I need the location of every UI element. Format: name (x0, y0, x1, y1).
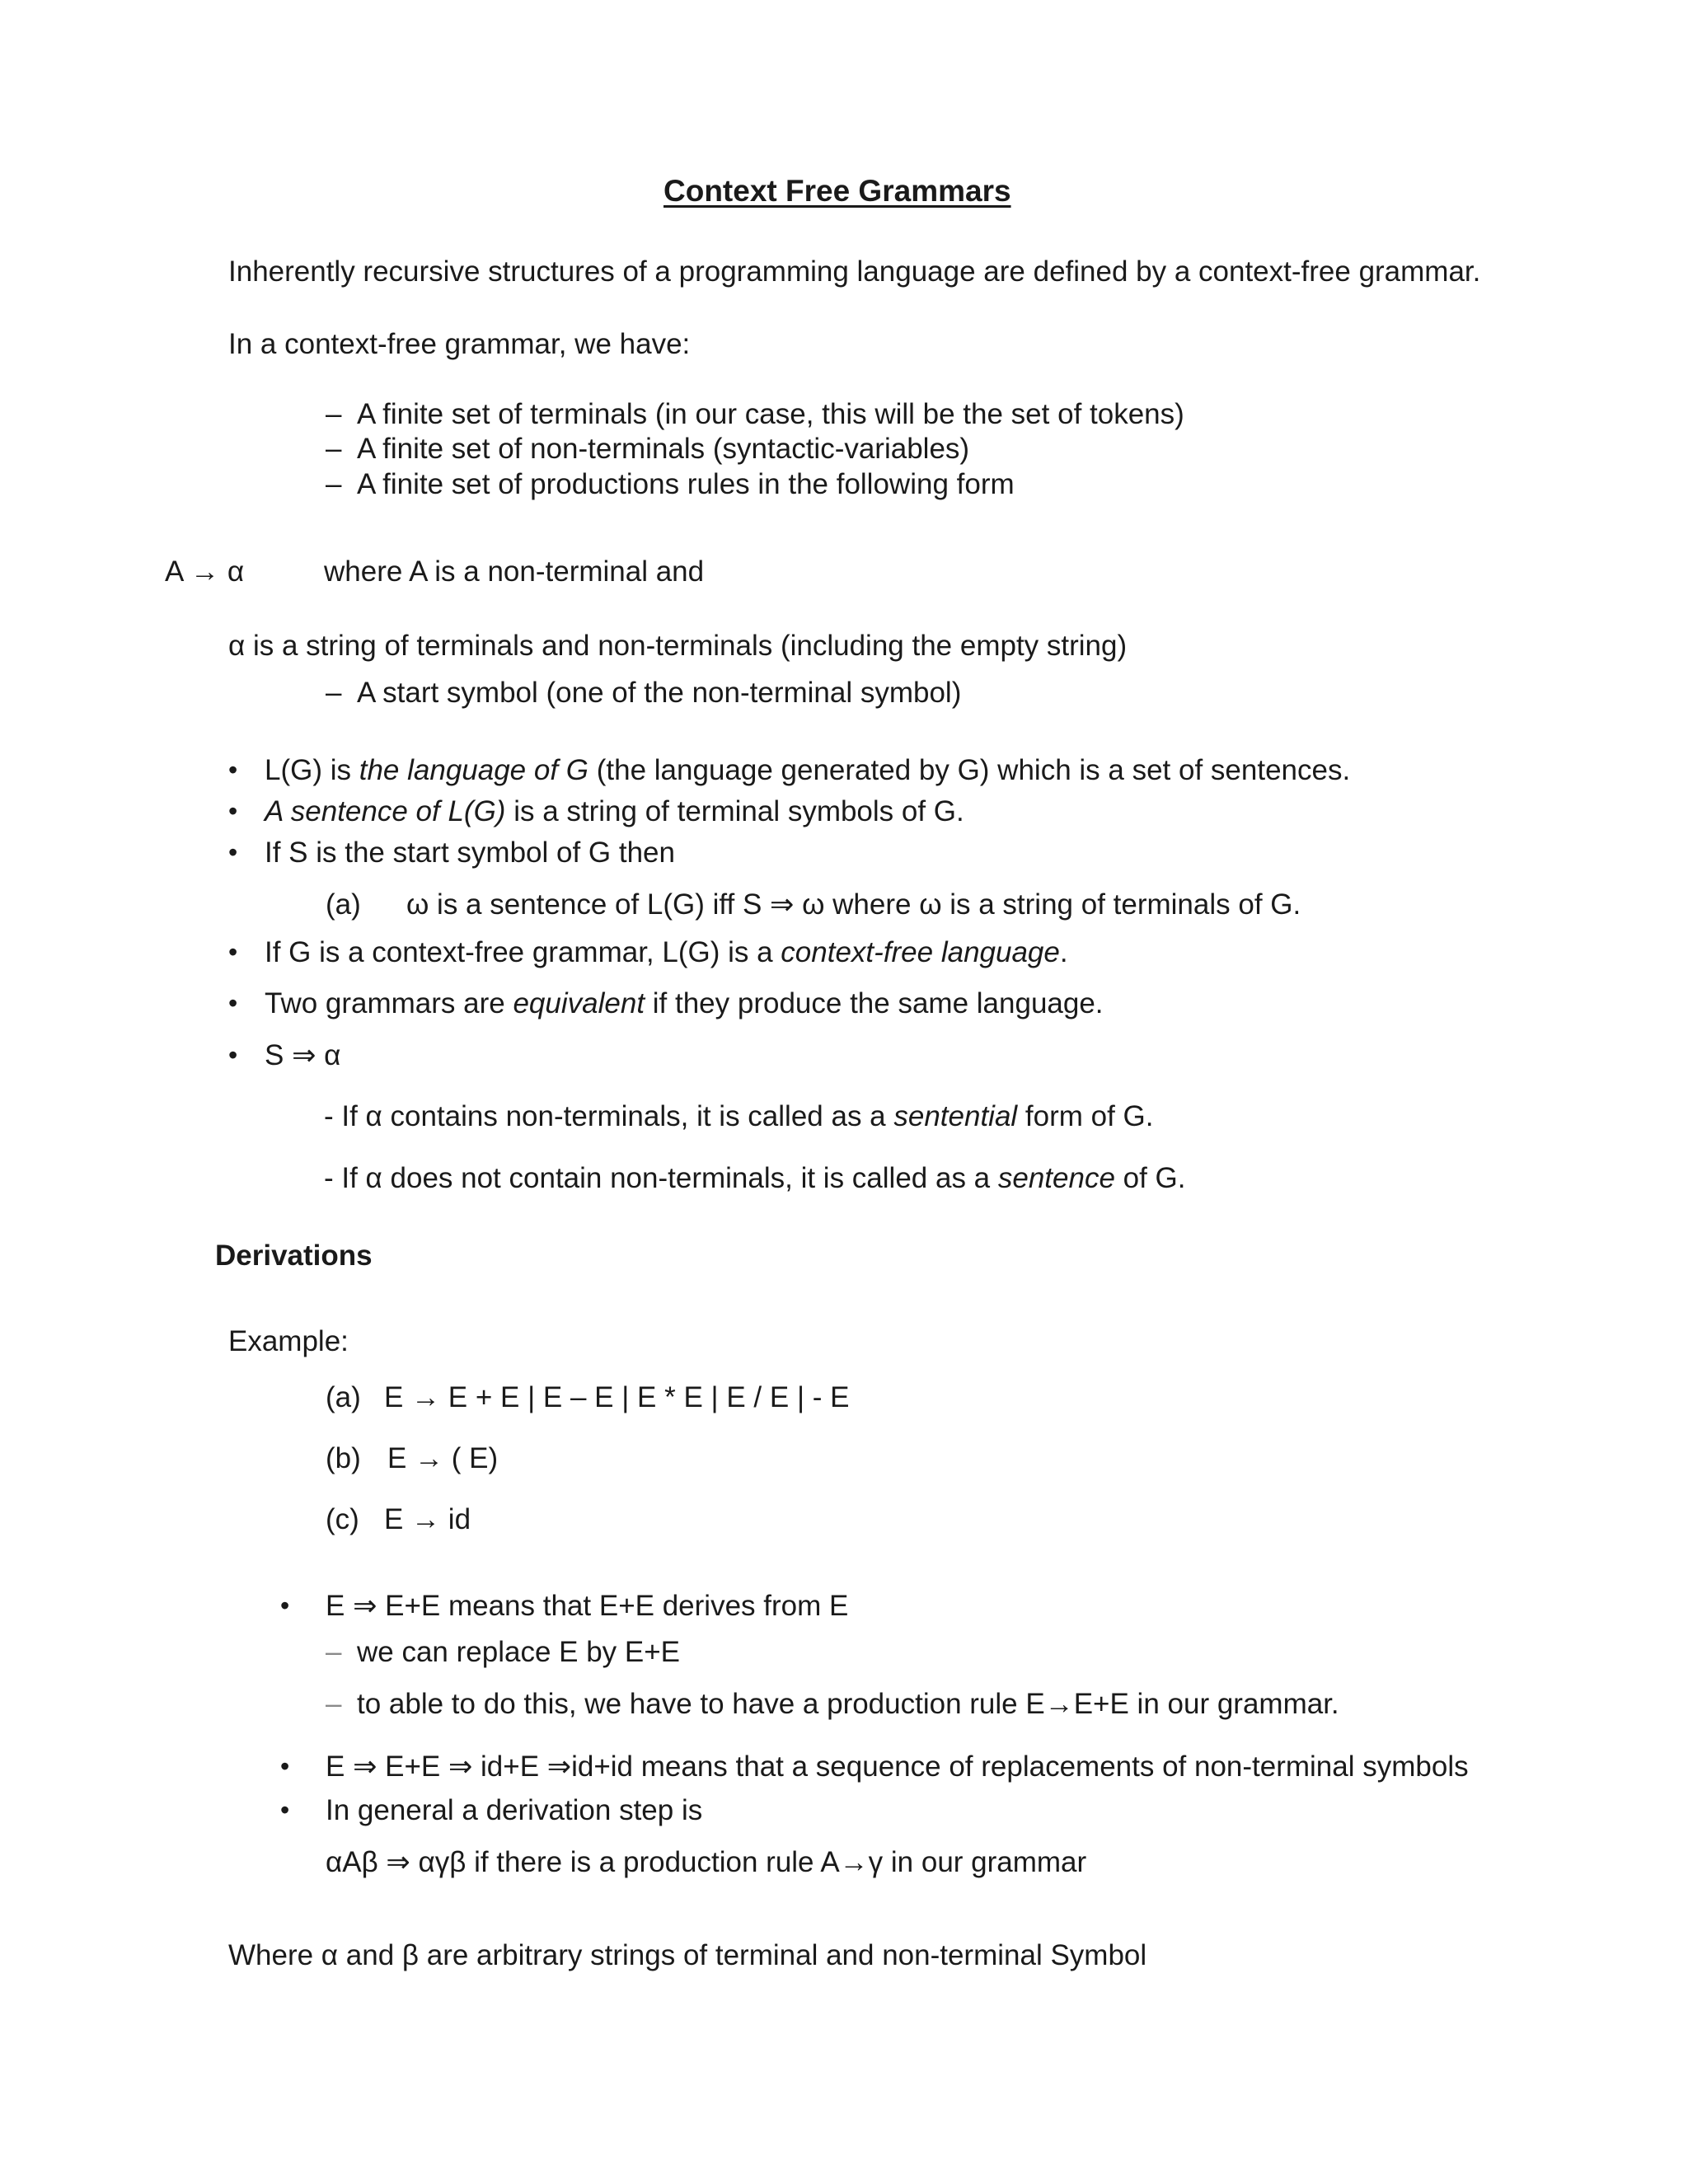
bullet-marker: • (228, 837, 238, 867)
component-productions: A finite set of productions rules in the following form (357, 468, 1015, 500)
closing-note: Where α and β are arbitrary strings of terminal and non-terminal Symbol (228, 1939, 1147, 1971)
text-run: form of G. (1017, 1100, 1154, 1132)
alpha-desc: α is a string of terminals and non-terminals (including the empty string) (228, 630, 1128, 662)
rule-c: E → id (384, 1503, 471, 1535)
rule-a: E → E + E | E – E | E * E | E / E | - E (384, 1381, 850, 1413)
text-run-italic: equivalent (513, 987, 645, 1019)
bullet-marker: • (228, 988, 238, 1018)
bullet-marker: • (280, 1751, 290, 1781)
derivation-sub-rule: to able to do this, we have to have a production rule E→E+E in our grammar. (357, 1688, 1339, 1720)
dash-marker: – (326, 1688, 342, 1720)
text-run-italic: the language of G (359, 754, 589, 786)
derivation-general: In general a derivation step is (326, 1794, 703, 1826)
rule-label: (a) (326, 1381, 361, 1413)
production-desc: where A is a non-terminal and (324, 555, 705, 588)
bullet-marker: • (228, 755, 238, 785)
text-run-italic: sentential (893, 1100, 1018, 1132)
text-run: (the language generated by G) which is a set of sentences. (588, 754, 1351, 786)
component-nonterminals: A finite set of non-terminals (syntactic-variables) (357, 433, 970, 465)
dash-marker: – (326, 468, 342, 500)
text-run: - If α contains non-terminals, it is called as a (324, 1100, 894, 1132)
text-run-italic: A sentence of L(G) (265, 795, 506, 827)
text-run-italic: sentence (997, 1162, 1115, 1194)
bullet-marker: • (280, 1795, 290, 1825)
text-run: if they produce the same language. (645, 987, 1104, 1019)
rule-b: E → ( E) (387, 1442, 499, 1474)
text-run: is a string of terminal symbols of G. (505, 795, 964, 827)
page-title: Context Free Grammars (663, 174, 1011, 208)
text-run: Two grammars are (265, 987, 513, 1019)
sentence-condition: ω is a sentence of L(G) iff S ⇒ ω where ω is a string of terminals of G. (406, 888, 1301, 921)
text-run: of G. (1114, 1162, 1186, 1194)
bullet-start-symbol: If S is the start symbol of G then (265, 837, 675, 869)
dash-marker: – (326, 677, 342, 709)
text-run-italic: context-free language (781, 936, 1060, 968)
dash-marker: – (326, 1636, 342, 1668)
dash-marker: – (326, 398, 342, 430)
derivation-sub-replace: we can replace E by E+E (357, 1636, 681, 1668)
start-symbol: A start symbol (one of the non-terminal symbol) (357, 677, 962, 709)
dash-marker: – (326, 433, 342, 465)
text-run: If G is a context-free grammar, L(G) is a (265, 936, 781, 968)
item-label: (a) (326, 888, 361, 921)
derivations-heading: Derivations (215, 1240, 373, 1272)
text-run: L(G) is (265, 754, 359, 786)
bullet-marker: • (228, 1040, 238, 1070)
sentence-note (324, 1164, 1186, 1193)
derivation-formula: αAβ ⇒ αγβ if there is a production rule A→γ in our grammar (326, 1846, 1087, 1878)
bullet-language (265, 756, 1350, 785)
intro-paragraph: Inherently recursive structures of a programming language are defined by a context-free grammar. (228, 255, 1481, 288)
rule-label: (b) (326, 1442, 361, 1474)
component-terminals: A finite set of terminals (in our case, this will be the set of tokens) (357, 398, 1184, 430)
text-run: . (1059, 936, 1068, 968)
rule-label: (c) (326, 1503, 359, 1535)
derivation-step-1: E ⇒ E+E means that E+E derives from E (326, 1590, 849, 1622)
text-run: - If α does not contain non-terminals, it is called as a (324, 1162, 998, 1194)
bullet-sentence (265, 797, 964, 826)
derivation-sequence: E ⇒ E+E ⇒ id+E ⇒id+id means that a sequence of replacements of non-terminal symbols (326, 1750, 1469, 1783)
example-label: Example: (228, 1325, 349, 1357)
bullet-cfl (265, 938, 1068, 967)
production-form: A → α (165, 555, 245, 588)
sentential-form-note (324, 1102, 1154, 1131)
cfg-intro: In a context-free grammar, we have: (228, 328, 691, 360)
bullet-marker: • (280, 1591, 290, 1620)
bullet-derives-alpha: S ⇒ α (265, 1039, 341, 1071)
bullet-equivalent (265, 989, 1104, 1018)
bullet-marker: • (228, 937, 238, 967)
bullet-marker: • (228, 796, 238, 826)
